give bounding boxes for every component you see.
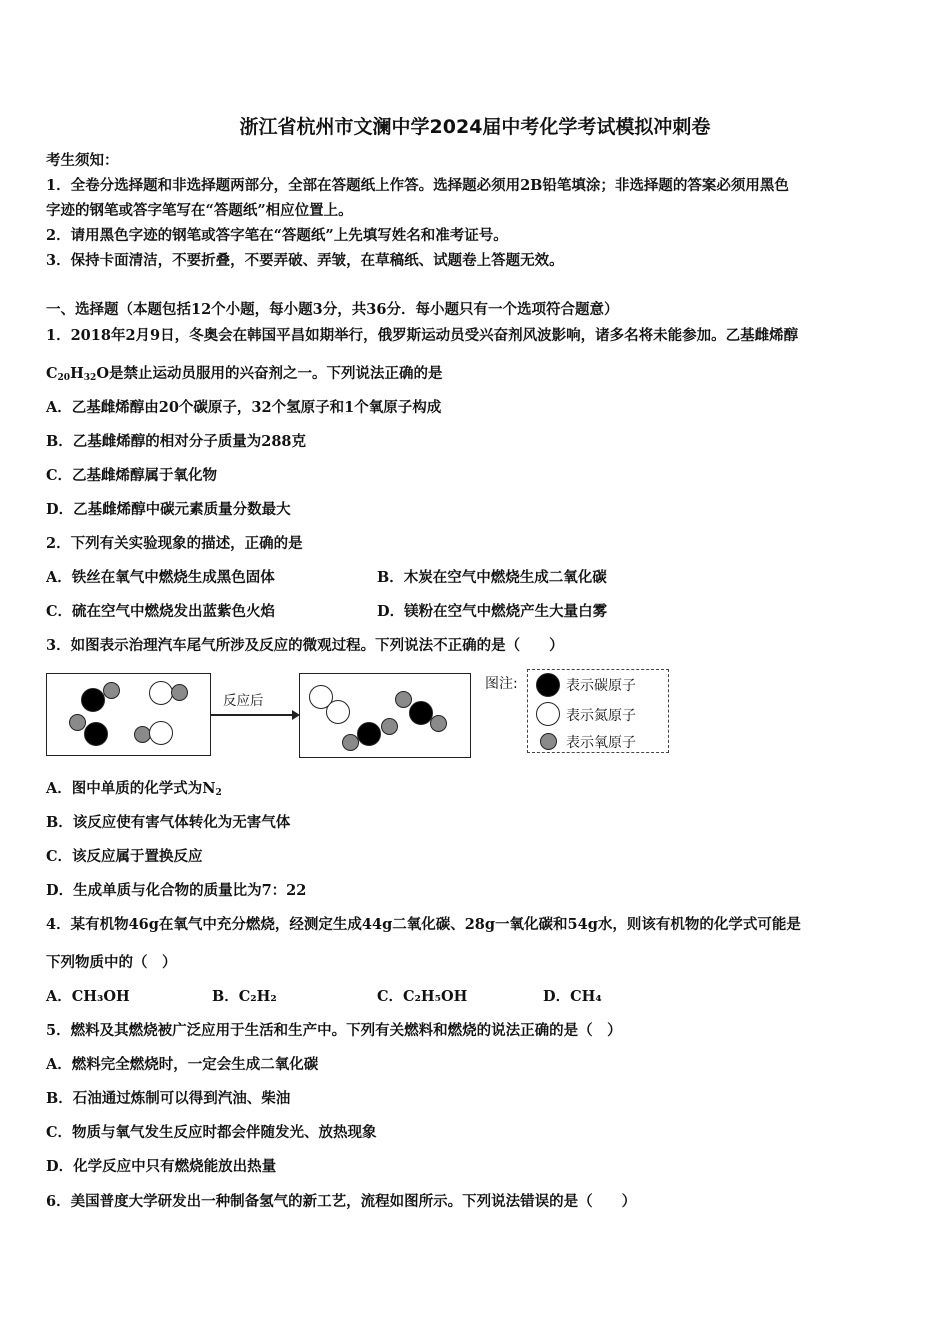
oxygen-atom xyxy=(171,684,188,701)
q2-stem: 2．下列有关实验现象的描述，正确的是 xyxy=(46,535,303,552)
notice-item-1-cont: 字迹的钢笔或答字笔写在“答题纸”相应位置上。 xyxy=(46,202,353,219)
q1-option-a: A．乙基雌烯醇由20个碳原子，32个氢原子和1个氧原子构成 xyxy=(46,399,442,416)
carbon-atom xyxy=(81,688,105,712)
q4-stem-line2: 下列物质中的（ ） xyxy=(46,954,177,971)
carbon-atom-legend xyxy=(536,673,560,697)
q4-option-c: C．C₂H₅OH xyxy=(377,988,468,1005)
q6-stem: 6．美国普度大学研发出一种制备氢气的新工艺，流程如图所示。下列说法错误的是（ ） xyxy=(46,1193,637,1210)
q3-option-c: C．该反应属于置换反应 xyxy=(46,848,203,865)
oxygen-atom xyxy=(395,691,412,708)
q4-option-a: A．CH₃OH xyxy=(46,988,130,1005)
q3-option-a: A．图中单质的化学式为$N_2$ xyxy=(46,780,222,798)
page-title: 浙江省杭州市文澜中学2024届中考化学考试模拟冲刺卷 xyxy=(239,116,711,138)
q1-option-c: C．乙基雌烯醇属于氧化物 xyxy=(46,467,218,484)
oxygen-atom xyxy=(381,718,398,735)
q3-stem: 3．如图表示治理汽车尾气所涉及反应的微观过程。下列说法不正确的是（ ） xyxy=(46,637,564,654)
notice-item-1: 1．全卷分选择题和非选择题两部分，全部在答题纸上作答。选择题必须用2B铅笔填涂；非选择题的答案必须用黑色 xyxy=(46,177,789,194)
notice-heading: 考生须知： xyxy=(46,152,119,169)
oxygen-atom xyxy=(69,714,86,731)
q5-option-c: C．物质与氧气发生反应时都会伴随发光、放热现象 xyxy=(46,1124,377,1141)
q5-option-a: A．燃料完全燃烧时，一定会生成二氧化碳 xyxy=(46,1056,319,1073)
oxygen-atom xyxy=(430,715,447,732)
q3-option-d: D．生成单质与化合物的质量比为7：22 xyxy=(46,882,307,899)
q4-option-b: B．C₂H₂ xyxy=(212,988,277,1005)
q5-option-b: B．石油通过炼制可以得到汽油、柴油 xyxy=(46,1090,291,1107)
nitrogen-atom xyxy=(149,721,173,745)
q5-stem: 5．燃料及其燃烧被广泛应用于生活和生产中。下列有关燃料和燃烧的说法正确的是（ ） xyxy=(46,1022,622,1039)
nitrogen-atom-legend xyxy=(536,702,560,726)
q2-option-d: D．镁粉在空气中燃烧产生大量白雾 xyxy=(377,603,608,620)
reaction-arrow xyxy=(211,714,295,716)
notice-item-3: 3．保持卡面清洁，不要折叠，不要弄破、弄皱，在草稿纸、试题卷上答题无效。 xyxy=(46,252,564,269)
nitrogen-atom xyxy=(149,681,173,705)
notice-item-2: 2．请用黑色字迹的钢笔或答字笔在“答题纸”上先填写姓名和准考证号。 xyxy=(46,227,508,244)
q2-option-a: A．铁丝在氧气中燃烧生成黑色固体 xyxy=(46,569,275,586)
section-heading: 一、选择题（本题包括12个小题，每小题3分，共36分．每小题只有一个选项符合题意） xyxy=(46,301,619,318)
legend-nitrogen: 表示氮原子 xyxy=(566,708,636,724)
nitrogen-atom xyxy=(326,700,350,724)
q4-option-d: D．CH₄ xyxy=(543,988,602,1005)
oxygen-atom xyxy=(103,682,120,699)
q1-option-b: B．乙基雌烯醇的相对分子质量为288克 xyxy=(46,433,307,450)
q4-stem-line1: 4．某有机物46g在氧气中充分燃烧，经测定生成44g二氧化碳、28g一氧化碳和54g水，则该有机物的化学式可能是 xyxy=(46,916,801,933)
reactants-box xyxy=(46,673,211,756)
legend-carbon: 表示碳原子 xyxy=(566,678,636,694)
q2-option-c: C．硫在空气中燃烧发出蓝紫色火焰 xyxy=(46,603,276,620)
q5-option-d: D．化学反应中只有燃烧能放出热量 xyxy=(46,1158,277,1175)
q1-stem-line1: 1．2018年2月9日，冬奥会在韩国平昌如期举行，俄罗斯运动员受兴奋剂风波影响，诸多名将未能参加。乙基雌烯醇 xyxy=(46,327,799,344)
products-box xyxy=(299,673,471,758)
carbon-atom xyxy=(84,722,108,746)
q3-option-b: B．该反应使有害气体转化为无害气体 xyxy=(46,814,291,831)
oxygen-atom-legend xyxy=(540,733,557,750)
arrow-label: 反应后 xyxy=(223,693,264,709)
q1-stem-line2: $C_{20}H_{32}O$是禁止运动员服用的兴奋剂之一。下列说法正确的是 xyxy=(46,365,443,383)
legend-box xyxy=(527,669,669,753)
carbon-atom xyxy=(357,722,381,746)
q1-option-d: D．乙基雌烯醇中碳元素质量分数最大 xyxy=(46,501,291,518)
q2-option-b: B．木炭在空气中燃烧生成二氧化碳 xyxy=(377,569,607,586)
legend-oxygen: 表示氧原子 xyxy=(566,735,636,751)
legend-title: 图注: xyxy=(485,676,518,692)
